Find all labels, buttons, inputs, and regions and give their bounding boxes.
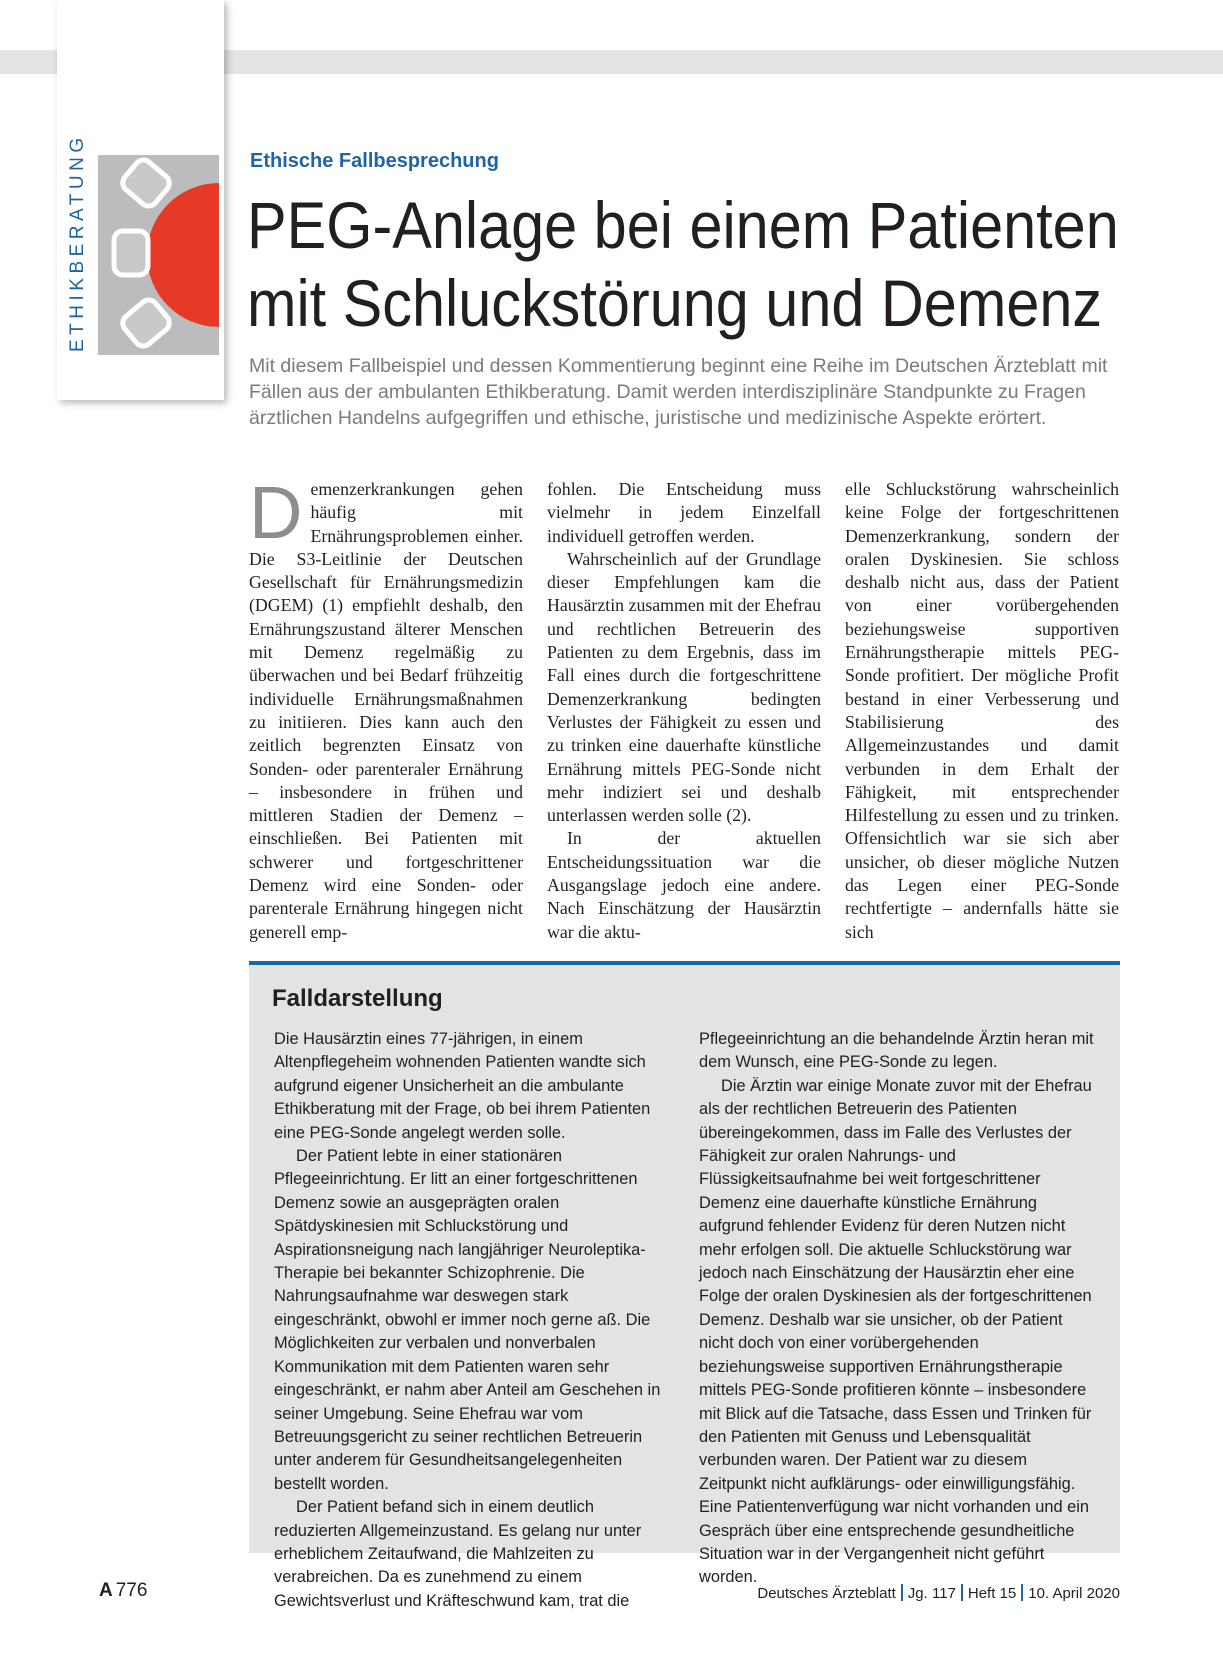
lead-paragraph: Mit diesem Fallbeispiel und dessen Kommentierung beginnt eine Reihe im Deutschen Ärzteblatt mit Fällen aus der ambulanten Ethikberatung. Damit werden interdisziplinäre Standpunkte zu Fragen ärztlichen Handelns aufgegriffen und ethische, juristische und medizinische Aspekte erörtert.: [249, 355, 1108, 429]
title-line-1: PEG-Anlage bei einem Patienten: [247, 188, 1119, 262]
page-number-value: 776: [115, 1580, 148, 1601]
article-column-3: [845, 478, 1119, 944]
case-paragraph: Der Patient lebte in einer stationären Pflegeeinrichtung. Er litt an einer fortgeschrittenen Demenz sowie an ausgeprägten oralen Spätdyskinesien mit Schluckstörung und Aspirationsneigung nach langjähriger Neuroleptika-Therapie bei bekannter Schizophrenie. Die Nahrungsaufnahme war deswegen stark eingeschränkt, obwohl er immer noch gerne aß. Die Möglichkeiten zur verbalen und nonverbalen Kommunikation mit dem Patienten waren sehr eingeschränkt, er nahm aber Anteil am Geschehen in seiner Umgebung. Seine Ehefrau war vom Betreuungsgericht zu seiner rechtlichen Betreuerin unter anderem für Gesundheitsangelegenheiten bestellt worden.: [274, 1147, 661, 1493]
article-paragraph: Wahrscheinlich auf der Grundlage dieser Empfehlungen kam die Hausärztin zusammen mit der Ehefrau und rechtlichen Betreuerin des Patienten zu dem Ergebnis, dass im Fall eines durch die fortgeschrittene Demenzerkrankung bedingten Verlustes der Fähigkeit zu essen und zu trinken eine dauerhafte künstliche Ernährung mittels PEG-Sonde nicht mehr indiziert sei und deshalb unterlassen werden solle (2).: [547, 548, 821, 826]
case-paragraph: Pflegeeinrichtung an die behandelnde Ärztin heran mit dem Wunsch, eine PEG-Sonde zu legen.: [699, 1030, 1094, 1072]
footer-separator: [901, 1584, 903, 1601]
article-paragraph: In der aktuellen Entscheidungssituation war die Ausgangslage jedoch eine andere. Nach Einschätzung der Hausärztin war die aktu-: [547, 828, 821, 942]
title-line-2: mit Schluckstörung und Demenz: [247, 266, 1103, 340]
case-box-column-2: [699, 1028, 1094, 1613]
page-number: [99, 1580, 147, 1602]
journal-name: Deutsches Ärzteblatt: [757, 1585, 896, 1602]
case-box-title: Falldarstellung: [272, 985, 443, 1012]
kicker: Ethische Fallbesprechung: [250, 150, 499, 172]
case-paragraph: Der Patient befand sich in einem deutlich reduzierten Allgemeinzustand. Es gelang nur unter erheblichem Zeitaufwand, die Mahlzeiten zu verabreichen. Da es zunehmend zu einem Gewichtsverlust und Kräfteschwund kam, trat die: [274, 1498, 642, 1610]
journal-volume: Jg. 117: [907, 1585, 956, 1602]
drop-cap: D: [249, 471, 303, 554]
journal-date: 10. April 2020: [1028, 1585, 1120, 1602]
case-paragraph: Die Hausärztin eines 77-jährigen, in einem Altenpflegeheim wohnenden Patienten wandte sich aufgrund eigener Unsicherheit an die ambulante Ethikberatung mit der Frage, ob bei ihrem Patienten eine PEG-Sonde angelegt werden solle.: [274, 1030, 651, 1142]
article-paragraph: elle Schluckstörung wahrscheinlich keine Folge der fortgeschrittenen Demenzerkrankung, sondern der oralen Dyskinesien. Sie schloss deshalb nicht aus, dass der Patient von einer vorübergehenden beziehungsweise supportiven Ernährungstherapie mittels PEG-Sonde profitiert. Der mögliche Profit bestand in einer Verbesserung und Stabilisierung des Allgemeinzustandes und damit verbunden in dem Erhalt der Fähigkeit, mit entsprechender Hilfestellung zu essen und zu trinken. Offensichtlich war sie sich aber unsicher, ob dieser mögliche Nutzen das Legen einer PEG-Sonde rechtfertigte – andernfalls hätte sie sich: [845, 479, 1119, 942]
journal-footer: [757, 1584, 1120, 1602]
page-prefix: A: [99, 1580, 113, 1601]
footer-separator: [1021, 1584, 1023, 1601]
article-paragraph-text: emenzerkrankungen gehen häufig mit Ernährungsproblemen einher. Die S3-Leitlinie der Deutschen Gesellschaft für Ernährungsmedizin (DGEM) (1) empfiehlt deshalb, den Ernährungszustand älterer Menschen mit Demenz regelmäßig zu überwachen und bei Bedarf frühzeitig individuelle Ernährungsmaßnahmen zu initiieren. Dies kann auch den zeitlich begrenzten Einsatz von Sonden- oder parenteraler Ernährung – insbesondere in frühen und mittleren Stadien der Demenz – einschließen. Bei Patienten mit schwerer und fortgeschrittener Demenz wird eine Sonden- oder parenterale Ernährung hingegen nicht generell emp-: [249, 479, 523, 942]
case-paragraph: Die Ärztin war einige Monate zuvor mit der Ehefrau als der rechtlichen Betreuerin des Patienten übereingekommen, dass im Falle des Verlustes der Fähigkeit zur oralen Nahrungs- und Flüssigkeitsaufnahme bei weit fortgeschrittener Demenz eine dauerhafte künstliche Ernährung aufgrund fehlender Evidenz für deren Nutzen nicht mehr erfolgen soll. Die aktuelle Schluckstörung war jedoch nach Einschätzung der Hausärztin eher eine Folge der oralen Dyskinesien als der fortgeschrittenen Demenz. Deshalb war sie unsicher, ob der Patient nicht doch von einer vorübergehenden beziehungsweise supportiven Ernährungstherapie mittels PEG-Sonde profitieren könnte – insbesondere mit Blick auf die Tatsache, dass Essen und Trinken für den Patienten mit Genuss und Lebensqualität verbunden waren. Der Patient war zu diesem Zeitpunkt nicht aufklärungs- oder einwilligungsfähig. Eine Patientenverfügung war nicht vorhanden und ein Gespräch über eine entsprechende gesundheitliche Situation war in der Vergangenheit nicht geführt worden.: [699, 1076, 1092, 1587]
ethics-logo-icon: [98, 155, 219, 355]
page-title: [247, 186, 1119, 342]
article-body: [249, 471, 1119, 944]
article-paragraph: [249, 471, 523, 944]
section-tab-label: ETHIKBERATUNG: [67, 133, 88, 352]
article-paragraph: fohlen. Die Entscheidung muss vielmehr in jedem Einzelfall individuell getroffen werden.: [547, 479, 821, 546]
case-box-column-1: [274, 1028, 669, 1613]
article-column-2: [547, 478, 821, 944]
footer-separator: [961, 1584, 963, 1601]
case-box-body: [274, 1028, 1106, 1613]
article-column-1: [249, 471, 523, 944]
journal-issue: Heft 15: [967, 1585, 1017, 1602]
